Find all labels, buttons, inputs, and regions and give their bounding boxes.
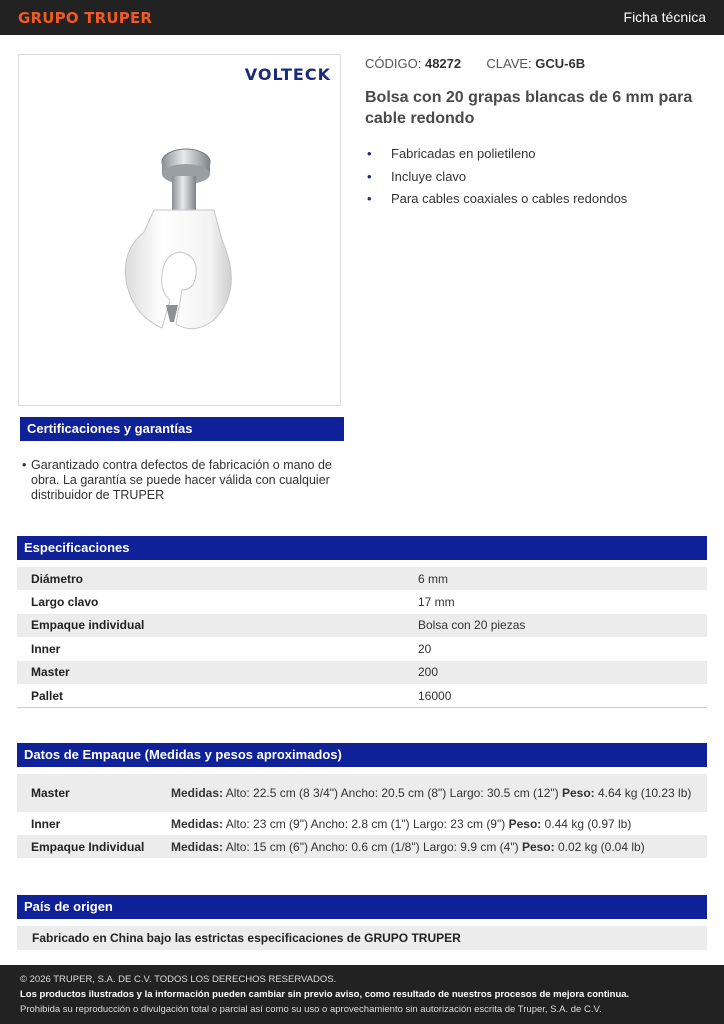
spec-value: 17 mm — [418, 595, 455, 610]
spec-key: Master — [31, 665, 70, 680]
especificaciones-header: Especificaciones — [17, 536, 707, 560]
codigo-value: 48272 — [424, 56, 462, 71]
table-row — [17, 774, 707, 812]
medidas-value: Alto: 15 cm (6") Ancho: 0.6 cm (1/8") Largo: 9.9 cm (4") — [225, 839, 519, 854]
empaque-table — [17, 774, 707, 858]
certificaciones-header: Certificaciones y garantías — [20, 417, 344, 441]
codigo-label: CÓDIGO: — [365, 56, 422, 71]
table-row — [17, 661, 707, 684]
empaque-header: Datos de Empaque (Medidas y pesos aproximados) — [17, 743, 707, 767]
grupo-truper-logo: GRUPO TRUPER — [18, 9, 153, 27]
table-row — [17, 637, 707, 660]
product-codes — [365, 56, 585, 71]
empaque-value — [165, 774, 707, 812]
copyright-text: © 2026 TRUPER, S.A. DE C.V. TODOS LOS DERECHOS RESERVADOS. — [20, 974, 337, 985]
empaque-key: Inner — [31, 816, 61, 831]
medidas-value: Alto: 22.5 cm (8 3/4") Ancho: 20.5 cm (8") Largo: 30.5 cm (12") — [225, 786, 559, 800]
especificaciones-table — [17, 567, 707, 707]
pais-origen-text: Fabricado en China bajo las estrictas especificaciones de GRUPO TRUPER — [17, 926, 707, 950]
empaque-key: Master — [31, 786, 70, 800]
spec-value: 200 — [418, 665, 439, 680]
table-row — [17, 835, 707, 858]
feature-item: • Incluye clavo — [365, 169, 627, 192]
medidas-value: Alto: 23 cm (9") Ancho: 2.8 cm (1") Largo: 23 cm (9") — [225, 816, 506, 831]
peso-value: 0.02 kg (0.04 lb) — [557, 839, 645, 854]
empaque-value — [165, 812, 707, 835]
medidas-label: Medidas: — [171, 786, 224, 800]
peso-label: Peso: — [521, 839, 555, 854]
spec-key: Inner — [31, 641, 61, 656]
prohibition-text: Prohibida su reproducción o divulgación total o parcial así como su uso o aprovechamiento sin autorización escrita de Truper, S.A. de C.V. — [20, 1004, 602, 1015]
top-bar — [0, 0, 724, 35]
spec-key: Empaque individual — [31, 618, 145, 633]
table-row — [17, 567, 707, 590]
disclaimer-text: Los productos ilustrados y la información pueden cambiar sin previo aviso, como resultado de nuestros procesos de mejora continua. — [20, 989, 630, 1000]
feature-item: • Fabricadas en polietileno — [365, 146, 627, 169]
peso-value: 4.64 kg (10.23 lb) — [598, 786, 692, 800]
spec-value: 16000 — [418, 688, 452, 703]
product-title: Bolsa con 20 grapas blancas de 6 mm para cable redondo — [365, 89, 693, 127]
medidas-label: Medidas: — [171, 839, 224, 854]
garantia-text-block — [22, 458, 342, 503]
volteck-brand-logo: VOLTECK — [244, 65, 331, 84]
spec-key: Pallet — [31, 688, 64, 703]
empaque-key: Empaque Individual — [31, 839, 145, 854]
divider — [17, 707, 707, 708]
footer — [0, 965, 724, 1024]
clave-value: GCU-6B — [535, 56, 586, 71]
table-row — [17, 812, 707, 835]
spec-value: Bolsa con 20 piezas — [418, 618, 526, 633]
garantia-text: Garantizado contra defectos de fabricación o mano de obra. La garantía se puede hacer válida con cualquier distribuidor de TRUPER — [31, 458, 332, 502]
pais-origen-header: País de origen — [17, 895, 707, 919]
table-row — [17, 614, 707, 637]
spec-key: Largo clavo — [31, 595, 99, 610]
ficha-tecnica-label: Ficha técnica — [623, 9, 706, 25]
bullet-mark: • — [22, 458, 27, 472]
table-row — [17, 590, 707, 613]
spec-key: Diámetro — [31, 571, 84, 586]
peso-value: 0.44 kg (0.97 lb) — [544, 816, 632, 831]
empaque-value — [165, 835, 707, 858]
clave-label: CLAVE: — [486, 56, 532, 71]
spec-value: 6 mm — [418, 571, 448, 586]
product-image-box — [18, 54, 341, 406]
cable-clip-image — [114, 140, 244, 330]
feature-item: • Para cables coaxiales o cables redondos — [365, 191, 627, 214]
peso-label: Peso: — [508, 816, 542, 831]
medidas-label: Medidas: — [171, 816, 224, 831]
table-row — [17, 684, 707, 707]
feature-list — [365, 146, 627, 214]
peso-label: Peso: — [561, 786, 595, 800]
spec-value: 20 — [418, 641, 432, 656]
